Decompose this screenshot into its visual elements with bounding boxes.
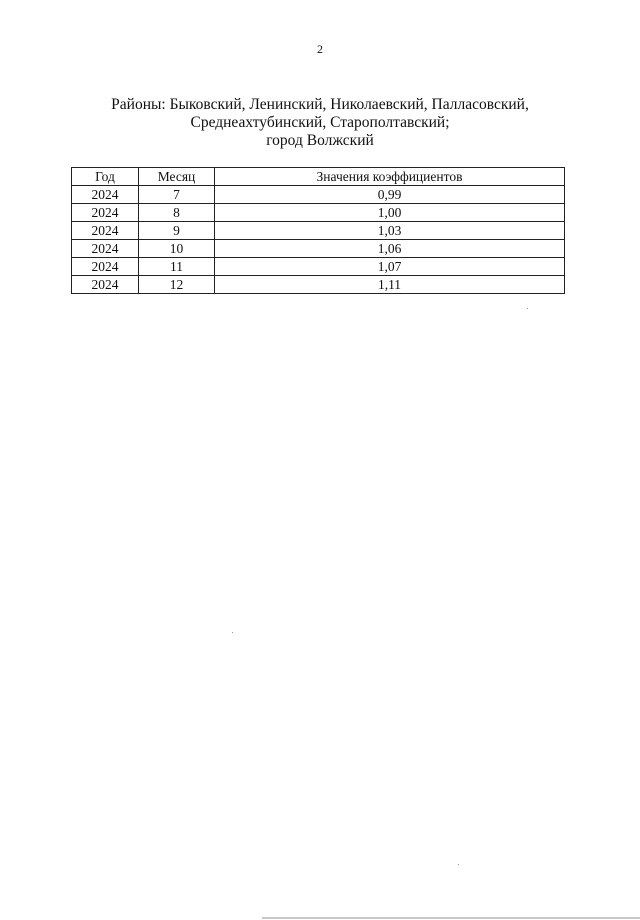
heading-line-3: город Волжский <box>266 132 374 149</box>
table-row <box>72 276 565 294</box>
cell-year: 2024 <box>72 222 139 240</box>
cell-month: 11 <box>139 258 215 276</box>
table-header-row <box>72 168 565 186</box>
table-row <box>72 258 565 276</box>
cell-month: 12 <box>139 276 215 294</box>
scan-speck <box>527 308 528 309</box>
scan-speck <box>458 864 459 865</box>
column-header-value: Значения коэффициентов <box>215 168 565 186</box>
cell-value: 1,11 <box>215 276 565 294</box>
heading-line-2: Среднеахтубинский, Старополтавский; <box>190 114 450 131</box>
cell-year: 2024 <box>72 258 139 276</box>
heading-line-1: Районы: Быковский, Ленинский, Николаевский, Палласовский, <box>111 96 529 113</box>
cell-value: 1,07 <box>215 258 565 276</box>
scan-speck <box>232 632 233 633</box>
cell-year: 2024 <box>72 204 139 222</box>
scan-edge-line <box>262 917 640 919</box>
cell-month: 8 <box>139 204 215 222</box>
table-row <box>72 240 565 258</box>
column-header-month: Месяц <box>139 168 215 186</box>
cell-year: 2024 <box>72 240 139 258</box>
column-header-year: Год <box>72 168 139 186</box>
cell-year: 2024 <box>72 186 139 204</box>
coefficients-table <box>71 167 565 294</box>
cell-value: 0,99 <box>215 186 565 204</box>
cell-value: 1,03 <box>215 222 565 240</box>
table-row <box>72 186 565 204</box>
cell-value: 1,06 <box>215 240 565 258</box>
cell-value: 1,00 <box>215 204 565 222</box>
cell-year: 2024 <box>72 276 139 294</box>
cell-month: 9 <box>139 222 215 240</box>
cell-month: 10 <box>139 240 215 258</box>
document-heading <box>80 96 560 150</box>
cell-month: 7 <box>139 186 215 204</box>
table-row <box>72 222 565 240</box>
table-row <box>72 204 565 222</box>
page-number: 2 <box>317 42 323 56</box>
